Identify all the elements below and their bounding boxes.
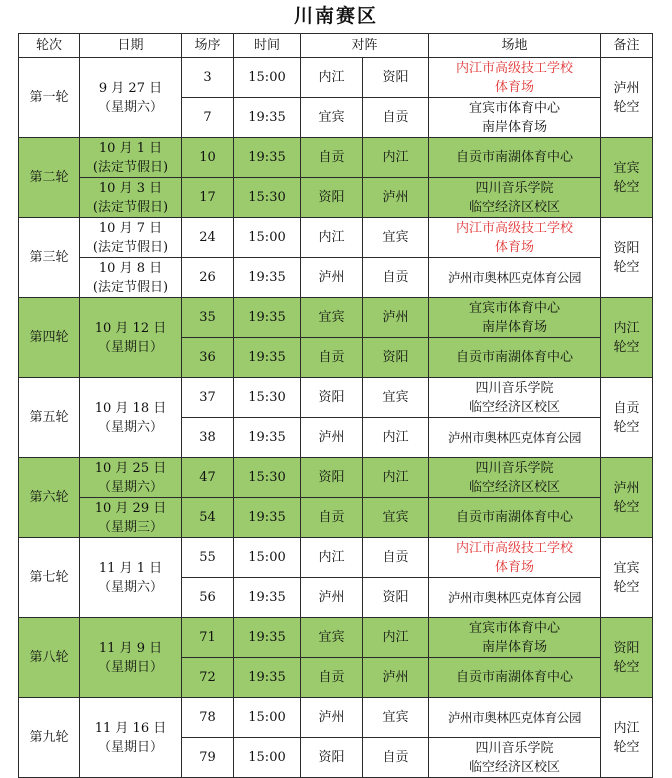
match-no-cell: 3 [182,58,234,98]
page-title: 川南赛区 [293,5,378,27]
venue-cell [429,258,601,298]
note-cell [601,138,653,218]
note-line: 轮空 [613,179,640,195]
note-cell [601,218,653,298]
date-cell [80,218,182,258]
venue-cell [429,58,601,98]
date-line: 10 月 18 日 [94,400,167,416]
date-line: 10 月 12 日 [94,320,167,336]
venue-cell [429,698,601,738]
away-team-cell: 内江 [363,458,429,498]
note-cell [601,698,653,778]
home-team-cell: 资阳 [301,738,363,778]
date-line: 10 月 29 日 [94,500,167,516]
round-cell: 第七轮 [19,538,80,618]
time-cell: 15:30 [234,458,301,498]
match-no-cell: 36 [182,338,234,378]
match-no-cell: 26 [182,258,234,298]
venue-cell [429,138,601,178]
venue-line: 泸州市奥林匹克体育公园 [447,710,582,725]
venue-cell [429,738,601,778]
match-no-cell: 47 [182,458,234,498]
note-cell [601,378,653,458]
away-team-cell: 自贡 [363,538,429,578]
date-line: （星期日） [97,739,163,755]
venue-line: 临空经济区校区 [469,759,561,775]
venue-cell [429,298,601,338]
date-line: 11 月 16 日 [94,720,167,736]
venue-cell [429,218,601,258]
header-note: 备注 [601,34,653,58]
time-cell: 15:30 [234,178,301,218]
home-team-cell: 内江 [301,218,363,258]
header-date: 日期 [80,34,182,58]
venue-line: 宜宾市体育中心 [469,620,561,636]
date-line: (法定节假日) [92,239,169,255]
venue-line: 体育场 [495,79,535,95]
match-no-cell: 54 [182,498,234,538]
time-cell: 15:00 [234,698,301,738]
venue-line: 自贡市南湖体育中心 [456,510,574,525]
date-cell [80,698,182,778]
note-line: 宜宾 [613,160,640,176]
note-cell [601,618,653,698]
time-cell: 19:35 [234,418,301,458]
date-cell [80,618,182,698]
note-line: 内江 [613,320,640,336]
round-cell: 第一轮 [19,58,80,138]
note-line: 轮空 [613,259,640,275]
note-line: 轮空 [613,579,640,595]
venue-line: 内江市高级技工学校 [456,220,574,236]
note-line: 轮空 [613,499,640,515]
note-line: 轮空 [613,659,640,675]
away-team-cell: 泸州 [363,658,429,698]
date-line: （星期日） [97,659,163,675]
date-line: （星期三） [97,519,163,535]
away-team-cell: 宜宾 [363,218,429,258]
venue-line: 内江市高级技工学校 [456,60,574,76]
away-team-cell: 资阳 [363,578,429,618]
time-cell: 19:35 [234,98,301,138]
venue-line: 自贡市南湖体育中心 [456,670,574,685]
round-cell: 第九轮 [19,698,80,778]
time-cell: 15:30 [234,378,301,418]
match-no-cell: 55 [182,538,234,578]
date-line: 10 月 8 日 [98,260,163,276]
note-line: 内江 [613,720,640,736]
note-line: 资阳 [613,640,640,656]
away-team-cell: 自贡 [363,258,429,298]
note-cell [601,458,653,538]
table-row [19,178,653,218]
venue-line: 临空经济区校区 [469,479,561,495]
table-row [19,58,653,98]
match-no-cell: 24 [182,218,234,258]
home-team-cell: 宜宾 [301,298,363,338]
time-cell: 19:35 [234,658,301,698]
header-matchup: 对阵 [301,34,429,58]
header-time: 时间 [234,34,301,58]
header-round: 轮次 [19,34,80,58]
home-team-cell: 泸州 [301,698,363,738]
away-team-cell: 内江 [363,138,429,178]
away-team-cell: 宜宾 [363,698,429,738]
time-cell: 15:00 [234,58,301,98]
venue-line: 宜宾市体育中心 [469,100,561,116]
venue-cell [429,178,601,218]
home-team-cell: 自贡 [301,138,363,178]
away-team-cell: 内江 [363,618,429,658]
table-row [19,498,653,538]
note-cell [601,58,653,138]
home-team-cell: 宜宾 [301,618,363,658]
note-line: 宜宾 [613,560,640,576]
venue-line: 自贡市南湖体育中心 [456,150,574,165]
round-cell: 第二轮 [19,138,80,218]
round-cell: 第八轮 [19,618,80,698]
date-cell [80,538,182,618]
venue-line: 南岸体育场 [482,119,548,135]
date-cell [80,58,182,138]
date-line: 10 月 3 日 [98,180,163,196]
time-cell: 19:35 [234,138,301,178]
note-cell [601,298,653,378]
venue-cell [429,458,601,498]
note-line: 轮空 [613,99,640,115]
date-line: （星期六） [97,479,163,495]
time-cell: 19:35 [234,578,301,618]
date-line: （星期六） [97,419,163,435]
match-no-cell: 79 [182,738,234,778]
away-team-cell: 泸州 [363,298,429,338]
date-cell [80,138,182,178]
away-team-cell: 泸州 [363,178,429,218]
table-row [19,298,653,338]
header-row [19,34,653,58]
table-row [19,698,653,738]
round-cell: 第六轮 [19,458,80,538]
date-line: 11 月 9 日 [98,640,163,656]
header-venue: 场地 [429,34,601,58]
round-cell: 第五轮 [19,378,80,458]
time-cell: 19:35 [234,258,301,298]
home-team-cell: 自贡 [301,498,363,538]
away-team-cell: 资阳 [363,338,429,378]
venue-line: 南岸体育场 [482,639,548,655]
date-cell [80,458,182,498]
note-cell [601,538,653,618]
venue-line: 南岸体育场 [482,319,548,335]
table-row [19,218,653,258]
venue-line: 四川音乐学院 [475,740,554,756]
note-line: 轮空 [613,739,640,755]
header-match-no: 场序 [182,34,234,58]
time-cell: 15:00 [234,738,301,778]
round-cell: 第三轮 [19,218,80,298]
note-line: 泸州 [613,480,640,496]
date-line: （星期六） [97,99,163,115]
venue-line: 宜宾市体育中心 [469,300,561,316]
match-no-cell: 78 [182,698,234,738]
match-no-cell: 35 [182,298,234,338]
time-cell: 19:35 [234,338,301,378]
date-line: 10 月 7 日 [98,220,163,236]
venue-line: 自贡市南湖体育中心 [456,350,574,365]
home-team-cell: 资阳 [301,378,363,418]
table-row [19,458,653,498]
time-cell: 19:35 [234,498,301,538]
match-no-cell: 7 [182,98,234,138]
venue-line: 泸州市奥林匹克体育公园 [447,590,582,605]
venue-cell [429,618,601,658]
venue-line: 四川音乐学院 [475,180,554,196]
home-team-cell: 资阳 [301,178,363,218]
away-team-cell: 资阳 [363,58,429,98]
away-team-cell: 内江 [363,418,429,458]
date-line: 10 月 25 日 [94,460,167,476]
venue-line: 体育场 [495,559,535,575]
table-row [19,538,653,578]
venue-line: 泸州市奥林匹克体育公园 [447,430,582,445]
time-cell: 19:35 [234,618,301,658]
date-cell [80,298,182,378]
home-team-cell: 资阳 [301,458,363,498]
date-line: 9 月 27 日 [98,80,163,96]
date-cell [80,378,182,458]
date-cell [80,498,182,538]
date-line: (法定节假日) [92,159,169,175]
away-team-cell: 宜宾 [363,498,429,538]
venue-cell [429,418,601,458]
time-cell: 15:00 [234,218,301,258]
time-cell: 15:00 [234,538,301,578]
venue-cell [429,498,601,538]
home-team-cell: 泸州 [301,578,363,618]
note-line: 泸州 [613,80,640,96]
date-cell [80,178,182,218]
match-no-cell: 10 [182,138,234,178]
home-team-cell: 自贡 [301,658,363,698]
away-team-cell: 自贡 [363,738,429,778]
date-cell [80,258,182,298]
time-cell: 19:35 [234,298,301,338]
table-row [19,378,653,418]
away-team-cell: 宜宾 [363,378,429,418]
date-line: （星期日） [97,339,163,355]
venue-line: 四川音乐学院 [475,460,554,476]
match-no-cell: 37 [182,378,234,418]
date-line: （星期六） [97,579,163,595]
match-no-cell: 71 [182,618,234,658]
home-team-cell: 内江 [301,58,363,98]
table-row [19,618,653,658]
match-no-cell: 38 [182,418,234,458]
venue-cell [429,538,601,578]
home-team-cell: 宜宾 [301,98,363,138]
venue-line: 临空经济区校区 [469,199,561,215]
home-team-cell: 泸州 [301,258,363,298]
venue-cell [429,378,601,418]
venue-cell [429,658,601,698]
date-line: 10 月 1 日 [98,140,163,156]
schedule-body [19,58,653,778]
away-team-cell: 自贡 [363,98,429,138]
match-no-cell: 72 [182,658,234,698]
venue-line: 泸州市奥林匹克体育公园 [447,270,582,285]
venue-cell [429,578,601,618]
note-line: 轮空 [613,419,640,435]
round-cell: 第四轮 [19,298,80,378]
home-team-cell: 泸州 [301,418,363,458]
venue-line: 四川音乐学院 [475,380,554,396]
match-no-cell: 17 [182,178,234,218]
date-line: 11 月 1 日 [98,560,163,576]
schedule-table [18,33,653,778]
note-line: 资阳 [613,240,640,256]
home-team-cell: 自贡 [301,338,363,378]
venue-line: 临空经济区校区 [469,399,561,415]
table-row [19,138,653,178]
home-team-cell: 内江 [301,538,363,578]
note-line: 轮空 [613,339,640,355]
venue-cell [429,98,601,138]
date-line: (法定节假日) [92,279,169,295]
match-no-cell: 56 [182,578,234,618]
venue-line: 体育场 [495,239,535,255]
date-line: (法定节假日) [92,199,169,215]
table-row [19,258,653,298]
venue-cell [429,338,601,378]
venue-line: 内江市高级技工学校 [456,540,574,556]
note-line: 自贡 [613,400,640,416]
